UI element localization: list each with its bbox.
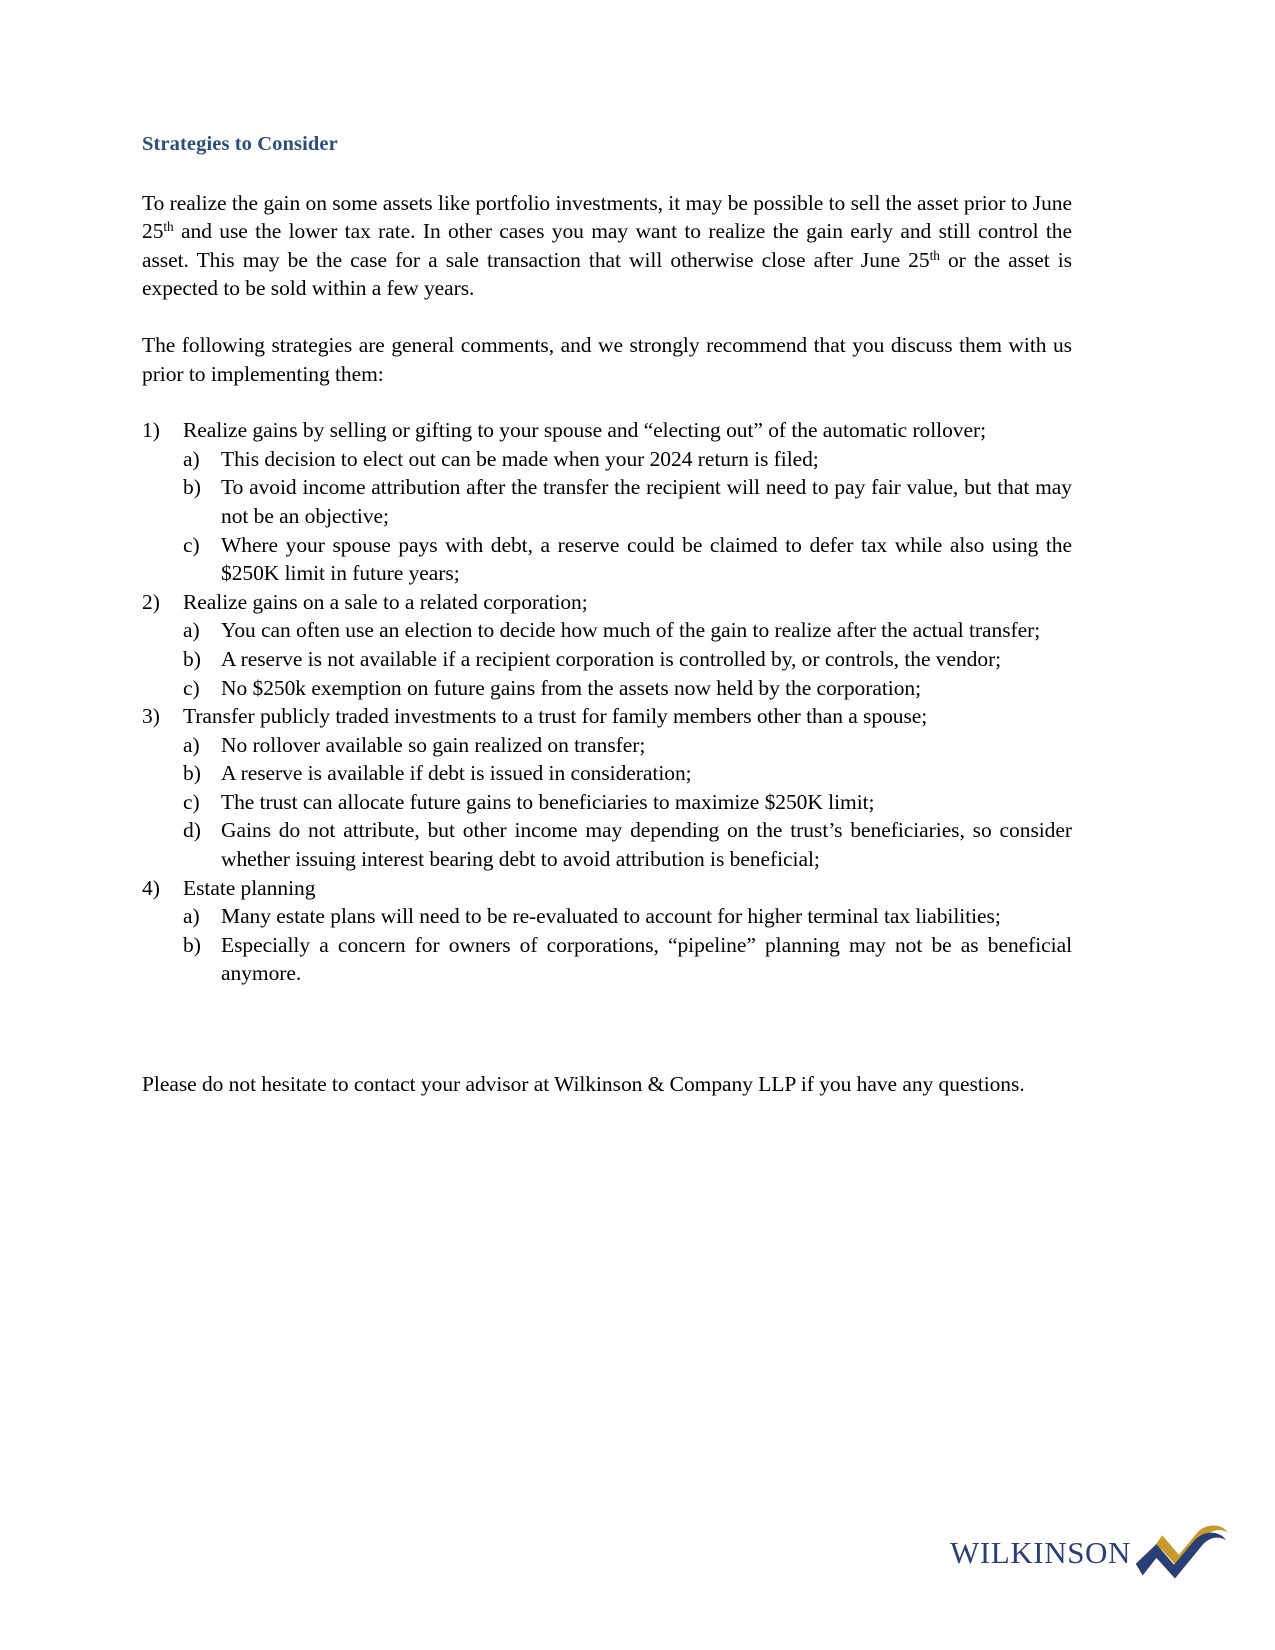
sub-list-marker: c) <box>183 675 200 700</box>
logo-wordmark: WILKINSON <box>950 1534 1132 1570</box>
sub-list-marker: c) <box>183 789 200 814</box>
sub-list-item <box>183 531 1072 588</box>
sub-list-item <box>183 445 1072 474</box>
sub-list-marker: b) <box>183 761 201 786</box>
sub-list-item <box>183 931 1072 988</box>
sub-list-item <box>183 788 1072 817</box>
sub-list-item-text: Where your spouse pays with debt, a reserve could be claimed to defer tax while also using the $250K limit in future years; <box>221 532 1072 586</box>
sub-list <box>183 731 1072 874</box>
sub-list-item-text: A reserve is not available if a recipient corporation is controlled by, or controls, the vendor; <box>221 646 1002 671</box>
sub-list-item-text: The trust can allocate future gains to beneficiaries to maximize $250K limit; <box>221 789 875 814</box>
intro-text-part-3: or the asset is expected to be sold within a few years. <box>142 247 1072 301</box>
list-item <box>142 588 1072 702</box>
recommendation-paragraph: The following strategies are general comments, and we strongly recommend that you discuss them with us prior to implementing them: <box>142 332 1072 386</box>
sub-list-marker: d) <box>183 818 201 843</box>
sub-list-item-text: This decision to elect out can be made when your 2024 return is filed; <box>221 446 819 471</box>
document-body <box>142 132 1072 1099</box>
list-marker: 4) <box>142 875 160 900</box>
list-item <box>142 874 1072 988</box>
sub-list-item-text: Gains do not attribute, but other income may depending on the trust’s beneficiaries, so consider whether issuing interest bearing debt to avoid attribution is beneficial; <box>221 818 1072 872</box>
intro-paragraph <box>142 189 1072 303</box>
list-item <box>142 702 1072 874</box>
spacer <box>142 988 1072 1070</box>
ordinal-suffix-first: th <box>163 219 174 235</box>
sub-list-item-text: A reserve is available if debt is issued in consideration; <box>221 761 692 786</box>
sub-list-item-text: No $250k exemption on future gains from the assets now held by the corporation; <box>221 675 922 700</box>
page-title: Strategies to Consider <box>142 133 338 155</box>
sub-list-marker: b) <box>183 475 201 500</box>
list-marker: 2) <box>142 589 160 614</box>
sub-list-marker: a) <box>183 618 200 643</box>
list-item-text: Estate planning <box>183 875 316 900</box>
intro-text-part-2: and use the lower tax rate. In other cases you may want to realize the gain early and still control the asset. This may be the case for a sale transaction that will otherwise close after June 25 <box>142 219 1072 272</box>
sub-list-marker: c) <box>183 532 200 557</box>
sub-list <box>183 616 1072 702</box>
sub-list-item-text: No rollover available so gain realized on transfer; <box>221 732 646 757</box>
list-marker: 1) <box>142 418 160 443</box>
list-item <box>142 416 1072 588</box>
wilkinson-w-chevron-icon <box>1124 1522 1230 1580</box>
list-item-text: Transfer publicly traded investments to a trust for family members other than a spouse; <box>183 704 928 729</box>
intro-text-part-1: To realize the gain on some assets like portfolio investments, it may be possible to sell the asset prior to June 25 <box>142 190 1072 244</box>
sub-list-marker: b) <box>183 932 201 957</box>
sub-list-marker: b) <box>183 646 201 671</box>
list-item-text: Realize gains on a sale to a related corporation; <box>183 589 588 614</box>
ordinal-suffix-second: th <box>929 247 940 263</box>
sub-list-item-text: Many estate plans will need to be re-evaluated to account for higher terminal tax liabilities; <box>221 904 1001 929</box>
sub-list-marker: a) <box>183 904 200 929</box>
sub-list-item <box>183 816 1072 873</box>
sub-list-item <box>183 645 1072 674</box>
strategies-list <box>142 416 1072 988</box>
closing-paragraph: Please do not hesitate to contact your advisor at Wilkinson & Company LLP if you have any questions. <box>142 1072 1025 1097</box>
sub-list-item-text: Especially a concern for owners of corporations, “pipeline” planning may not be as beneficial anymore. <box>221 932 1072 986</box>
sub-list-item <box>183 902 1072 931</box>
sub-list <box>183 902 1072 988</box>
sub-list-item <box>183 473 1072 530</box>
sub-list-marker: a) <box>183 446 200 471</box>
sub-list-item-text: You can often use an election to decide how much of the gain to realize after the actual transfer; <box>221 618 1041 643</box>
sub-list-item <box>183 731 1072 760</box>
sub-list-item <box>183 674 1072 703</box>
wilkinson-logo <box>950 1516 1230 1588</box>
list-item-text: Realize gains by selling or gifting to your spouse and “electing out” of the automatic rollover; <box>183 418 987 443</box>
sub-list-item <box>183 759 1072 788</box>
sub-list-item-text: To avoid income attribution after the transfer the recipient will need to pay fair value, but that may not be an objective; <box>221 475 1072 528</box>
sub-list-marker: a) <box>183 732 200 757</box>
sub-list-item <box>183 616 1072 645</box>
list-marker: 3) <box>142 704 160 729</box>
sub-list <box>183 445 1072 588</box>
